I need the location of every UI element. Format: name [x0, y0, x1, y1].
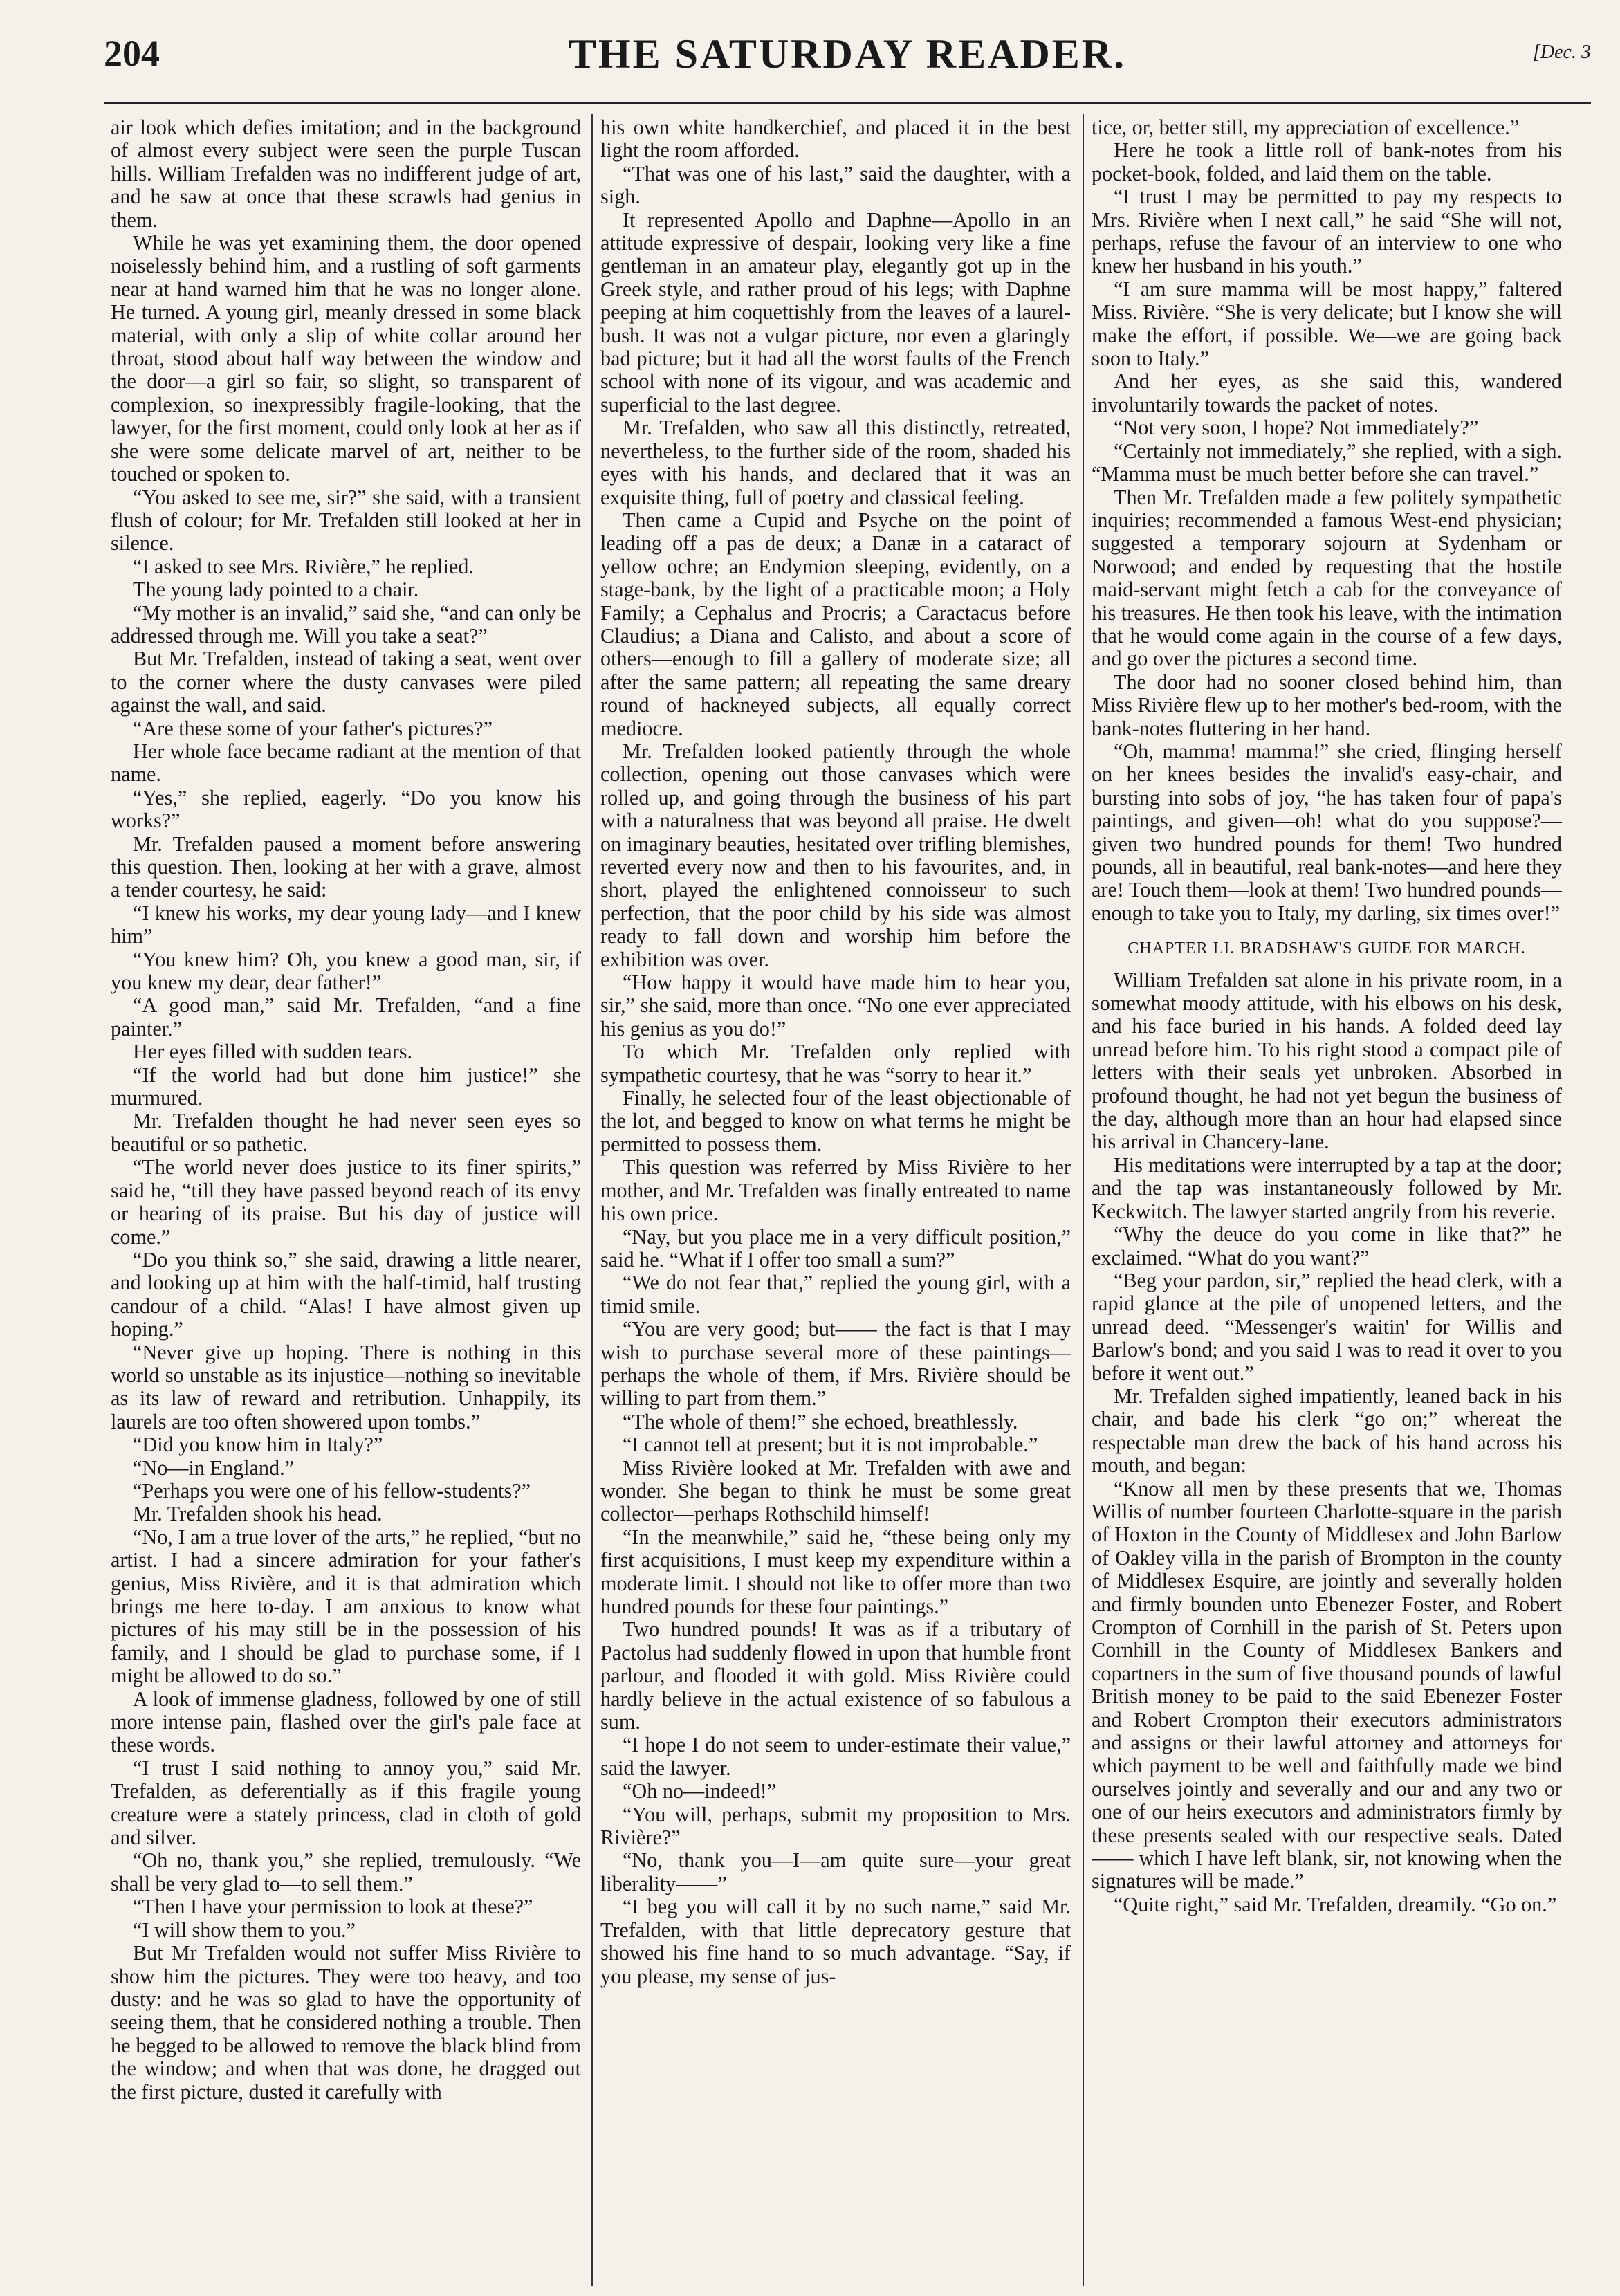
paragraph: It represented Apollo and Daphne—Apollo in an attitude expressive of despair, looking very like a fine gentleman in an amateur play, elegantly got up in the Greek style, and rather proud of his legs; with Daphne peeping at him coquettishly from the leaves of a laurel-bush. It was not a vulgar picture, nor even a glaringly bad picture; but it had all the worst faults of the French school with none of its vigour, and was academic and superficial to the last degree. [600, 208, 1071, 416]
paragraph: “Why the deuce do you come in like that?” he exclaimed. “What do you want?” [1092, 1222, 1562, 1269]
paragraph: “I am sure mamma will be most happy,” faltered Miss. Rivière. “She is very delicate; but I know she will make the effort, if possible. We—we are going back soon to Italy.” [1092, 277, 1562, 371]
paragraph: Mr. Trefalden shook his head. [133, 1502, 383, 1526]
paragraph: “I trust I said nothing to annoy you,” said Mr. Trefalden, as deferentially as if this fragile young creature were a stately princess, clad in cloth of gold and silver. [111, 1756, 581, 1850]
paragraph: Her whole face became radiant at the mention of that name. [111, 739, 581, 787]
paragraph: “You will, perhaps, submit my proposition to Mrs. Rivière?” [600, 1802, 1071, 1850]
paragraph: “No—in England.” [133, 1455, 295, 1480]
paragraph: “You are very good; but—— the fact is that I may wish to purchase several more of these paintings—perhaps the whole of them, if Mrs. Rivière should be willing to part from them.” [600, 1317, 1071, 1411]
paragraph: “Oh no—indeed!” [623, 1779, 777, 1803]
page-number: 204 [104, 33, 160, 74]
paragraph: Mr. Trefalden looked patiently through the whole collection, opening out those canvases which were rolled up, and going through the business of his part with a naturalness that was beyond all praise. He dwelt on imaginary beauties, hesitated over trifling blemishes, reverted every now and then to his favourites, and, in short, played the enlightened connoisseur to such perfection, that the poor child by his side was almost ready to fall down and worship him before the exhibition was over. [600, 739, 1071, 971]
header-rule [104, 102, 1591, 104]
column-divider [591, 114, 593, 2286]
paragraph: “Oh no, thank you,” she replied, tremulously. “We shall be very glad to—to sell them.” [111, 1848, 581, 1895]
paragraph: “I hope I do not seem to under-estimate their value,” said the lawyer. [600, 1733, 1071, 1780]
paragraph: “The whole of them!” she echoed, breathlessly. [623, 1409, 1018, 1433]
column-1 [111, 116, 581, 2268]
paragraph: “Did you know him in Italy?” [133, 1433, 383, 1457]
paragraph: “Quite right,” said Mr. Trefalden, dreamily. “Go on.” [1114, 1892, 1557, 1916]
paragraph: A look of immense gladness, followed by one of still more intense pain, flashed over the girl's pale face at these words. [111, 1687, 581, 1757]
paragraph: “No, I am a true lover of the arts,” he replied, “but no artist. I had a sincere admiration for your father's genius, Miss Rivière, and it is that admiration which brings me here to-day. I am anxious to know what pictures of his may still be in the possession of his family, and I should be glad to purchase some, if I might be allowed to do so.” [111, 1525, 581, 1688]
paragraph: To which Mr. Trefalden only replied with sympathetic courtesy, that he was “sorry to hear it.” [600, 1040, 1071, 1087]
column-divider [1083, 114, 1084, 2286]
paragraph: “Know all men by these presents that we, Thomas Willis of number fourteen Charlotte-square in the parish of Hoxton in the County of Middlesex and John Barlow of Oakley villa in the parish of Brompton in the county of Middlesex Esquire, are jointly and severally holden and firmly bounden unto Ebenezer Foster, and Robert Crompton of Cornhill in the parish of St. Peters upon Cornhill in the County of Middlesex Bankers and copartners in the sum of five thousand pounds of lawful British money to be paid to the said Ebenezer Foster and Robert Crompton their executors administrators and assigns or their lawful attorney and attorneys for which payment to be well and faithfully made we bind ourselves jointly and severally and our and any two or one of our heirs executors and administrators firmly by these presents sealed with our respective seals. Dated—— which I have left blank, sir, not knowing when the signatures will be made.” [1092, 1476, 1562, 1893]
paragraph: Two hundred pounds! It was as if a tributary of Pactolus had suddenly flowed in upon that humble front parlour, and flooded it with gold. Miss Rivière could hardly believe in the actual existence of so fabulous a sum. [600, 1617, 1071, 1734]
paragraph: “Nay, but you place me in a very difficult position,” said he. “What if I offer too small a sum?” [600, 1224, 1071, 1271]
paragraph: Then Mr. Trefalden made a few politely sympathetic inquiries; recommended a famous West-end physician; suggested a temporary sojourn at Sydenham or Norwood; and ended by requesting that the hostile maid-servant might fetch a cab for the conveyance of his treasures. He then took his leave, with the intimation that he would come again in the course of a few days, and go over the pictures a second time. [1092, 485, 1562, 671]
paragraph: “How happy it would have made him to hear you, sir,” she said, more than once. “No one ever appreciated his genius as you do!” [600, 971, 1071, 1040]
paragraph: “You asked to see me, sir?” she said, with a transient flush of colour; for Mr. Trefalden still looked at her in silence. [111, 485, 581, 555]
paragraph: “Beg your pardon, sir,” replied the head clerk, with a rapid glance at the pile of unopened letters, and the unread deed. “Messenger's waitin' for Willis and Barlow's bond; and you said I was to read it over to you before it went out.” [1092, 1268, 1562, 1385]
paragraph: And her eyes, as she said this, wandered involuntarily towards the packet of notes. [1092, 369, 1562, 416]
paragraph: “I beg you will call it by no such name,” said Mr. Trefalden, with that little deprecatory gesture that showed his fine hand to so much advantage. “Say, if you please, my sense of jus- [600, 1895, 1071, 1988]
paragraph: “I trust I may be permitted to pay my respects to Mrs. Rivière when I next call,” he said “She will not, perhaps, refuse the favour of an interview to one who knew her husband in his youth.” [1092, 185, 1562, 278]
issue-date: [Dec. 3 [1533, 42, 1591, 63]
paragraph: “Not very soon, I hope? Not immediately?” [1114, 416, 1479, 440]
paragraph: “That was one of his last,” said the daughter, with a sigh. [600, 161, 1071, 209]
paragraph: “Then I have your permission to look at these?” [133, 1895, 533, 1919]
paragraph: his own white handkerchief, and placed it in the best light the room afforded. [600, 116, 1071, 163]
paragraph: Her eyes filled with sudden tears. [133, 1040, 413, 1064]
paragraph: “If the world had but done him justice!” she murmured. [111, 1063, 581, 1110]
masthead [104, 25, 1591, 87]
paragraph: “We do not fear that,” replied the young girl, with a timid smile. [600, 1271, 1071, 1318]
paragraph: “Oh, mamma! mamma!” she cried, flinging herself on her knees besides the invalid's easy-chair, and bursting into sobs of joy, “he has taken four of papa's paintings, and given—oh! what do you suppose?—given two hundred pounds for them! Two hundred pounds, all in beautiful, real bank-notes—and here they are! Touch them—look at them! Two hundred pounds—enough to take you to Italy, my darling, six times over!” [1092, 739, 1562, 925]
column-3 [1092, 116, 1562, 2268]
paragraph: tice, or, better still, my appreciation of excellence.” [1092, 116, 1520, 139]
paragraph: Then came a Cupid and Psyche on the point of leading off a pas de deux; a Danæ in a cataract of yellow ochre; an Endymion sleeping, evidently, on a stage-bank, by the light of a practicable moon; a Holy Family; a Cephalus and Procris; a Caractacus before Claudius; a Diana and Calisto, and about a score of others—enough to fill a gallery of moderate size; all after the same pattern; all repeating the same dreary round of hackneyed subjects, all equally correct mediocre. [600, 508, 1071, 740]
paragraph: Mr. Trefalden paused a moment before answering this question. Then, looking at her with a grave, almost a tender courtesy, he said: [111, 832, 581, 902]
paragraph: But Mr. Trefalden, instead of taking a seat, went over to the corner where the dusty canvases were piled against the wall, and said. [111, 647, 581, 717]
paragraph: “The world never does justice to its finer spirits,” said he, “till they have passed beyond reach of its envy or hearing of its praise. But his day of justice will come.” [111, 1155, 581, 1249]
paragraph: “Are these some of your father's pictures?” [133, 716, 493, 740]
paragraph: “My mother is an invalid,” said she, “and can only be addressed through me. Will you take a seat?” [111, 600, 581, 648]
paragraph: His meditations were interrupted by a tap at the door; and the tap was instantaneously followed by Mr. Keckwitch. The lawyer started angrily from his reverie. [1092, 1152, 1562, 1223]
paragraph: The young lady pointed to a chair. [133, 578, 419, 602]
paragraph: “No, thank you—I—am quite sure—your great liberality——” [600, 1848, 1071, 1895]
paragraph: “I knew his works, my dear young lady—and I knew him” [111, 901, 581, 948]
paragraph: “You knew him? Oh, you knew a good man, sir, if you knew my dear, dear father!” [111, 947, 581, 995]
paragraph: “I cannot tell at present; but it is not improbable.” [623, 1433, 1038, 1457]
paragraph: “I asked to see Mrs. Rivière,” he replied. [133, 554, 474, 578]
paragraph: “Certainly not immediately,” she replied, with a sigh. “Mamma must be much better before she can travel.” [1092, 439, 1562, 486]
paragraph: “I will show them to you.” [133, 1918, 356, 1942]
column-2 [600, 116, 1071, 2268]
paragraph: William Trefalden sat alone in his private room, in a somewhat moody attitude, with his elbows on his desk, and his face buried in his hands. A folded deed lay unread before him. To his right stood a compact pile of letters with their seals yet unbroken. Absorbed in profound thought, he had not yet begun the business of the day, although more than an hour had elapsed since his arrival in Chancery-lane. [1092, 968, 1562, 1154]
paragraph: “A good man,” said Mr. Trefalden, “and a fine painter.” [111, 993, 581, 1040]
paragraph: Mr. Trefalden thought he had never seen eyes so beautiful or so pathetic. [111, 1109, 581, 1156]
paragraph: The door had no sooner closed behind him, than Miss Rivière flew up to her mother's bed-room, with the bank-notes fluttering in her hand. [1092, 670, 1562, 740]
paragraph: Mr. Trefalden, who saw all this distinctly, retreated, nevertheless, to the further side of the room, shaded his eyes with his hands, and declared that it was an exquisite thing, full of poetry and classical feeling. [600, 416, 1071, 509]
paragraph: “Never give up hoping. There is nothing in this world so unstable as its injustice—nothing so inevitable as its law of reward and retribution. Unhappily, its laurels are too often showered upon tombs.” [111, 1340, 581, 1433]
paragraph: “Do you think so,” she said, drawing a little nearer, and looking up at him with the half-timid, half trusting candour of a child. “Alas! I have almost given up hoping.” [111, 1247, 581, 1341]
publication-title: THE SATURDAY READER. [568, 31, 1127, 77]
paragraph: But Mr Trefalden would not suffer Miss Rivière to show him the pictures. They were too heavy, and too dusty: and he was so glad to have the opportunity of seeing them, that he considered nothing a trouble. Then he begged to be allowed to remove the black blind from the window; and when that was done, he dragged out the first picture, dusted it carefully with [111, 1941, 581, 2104]
chapter-heading: CHAPTER LI. BRADSHAW'S GUIDE FOR MARCH. [1127, 939, 1526, 958]
paragraph: “Perhaps you were one of his fellow-students?” [133, 1478, 531, 1503]
paragraph: Here he took a little roll of bank-notes from his pocket-book, folded, and laid them on the table. [1092, 138, 1562, 185]
paragraph: air look which defies imitation; and in the background of almost every subject were seen the purple Tuscan hills. William Trefalden was no indifferent judge of art, and he saw at once that these scrawls had genius in them. [111, 116, 581, 232]
paragraph: “In the meanwhile,” said he, “these being only my first acquisitions, I must keep my expenditure within a moderate limit. I should not like to offer more than two hundred pounds for these four paintings.” [600, 1525, 1071, 1618]
paragraph: Mr. Trefalden sighed impatiently, leaned back in his chair, and bade his clerk “go on;” whereat the respectable man drew the back of his hand across his mouth, and began: [1092, 1384, 1562, 1478]
paragraph: Finally, he selected four of the least objectionable of the lot, and begged to know on what terms he might be permitted to possess them. [600, 1086, 1071, 1156]
paragraph: This question was referred by Miss Rivière to her mother, and Mr. Trefalden was finally entreated to name his own price. [600, 1155, 1071, 1226]
paragraph: Miss Rivière looked at Mr. Trefalden with awe and wonder. She began to think he must be some great collector—perhaps Rothschild himself! [600, 1455, 1071, 1526]
paragraph: “Yes,” she replied, eagerly. “Do you know his works?” [111, 785, 581, 833]
paragraph: While he was yet examining them, the door opened noiselessly behind him, and a rustling of soft garments near at hand warned him that he was no longer alone. He turned. A young girl, meanly dressed in some black material, with only a slip of white collar around her throat, stood about half way between the window and the door—a girl so fair, so slight, so transparent of complexion, so inexpressibly fragile-looking, that the lawyer, for the first moment, could only look at her as if she were some delicate marvel of art, neither to be touched or spoken to. [111, 231, 581, 486]
